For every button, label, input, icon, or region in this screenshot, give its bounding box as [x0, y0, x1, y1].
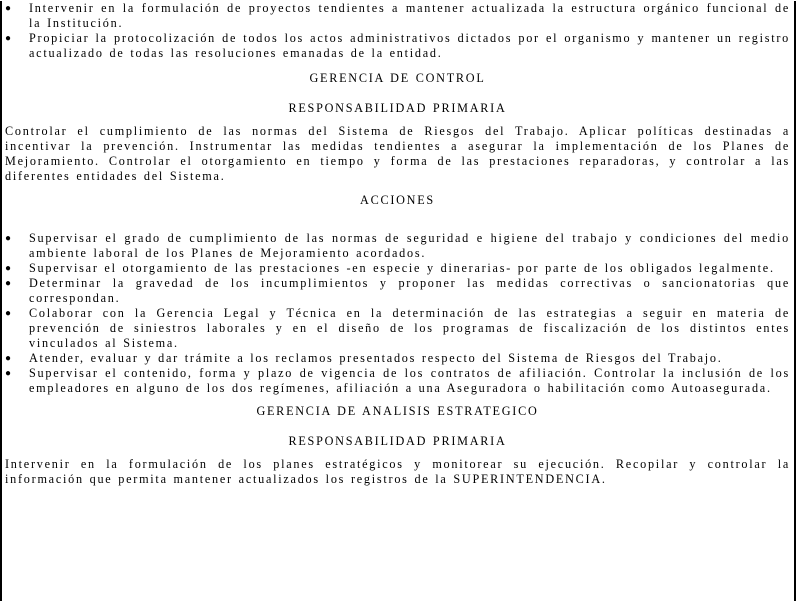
- list-item-text: Supervisar el grado de cumplimiento de las normas de seguridad e higiene del trabajo y condiciones del medio ambiente laboral de los Planes de Mejoramiento acordados.: [29, 231, 790, 260]
- responsabilidad-heading: RESPONSABILIDAD PRIMARIA: [288, 434, 507, 448]
- responsabilidad-text: Intervenir en la formulación de los planes estratégicos y monitorear su ejecución. Recopilar y controlar la información que permita mantener actualizados los registros de la SUPERINTENDENCIA.: [5, 457, 790, 486]
- bullet-icon: ●: [5, 278, 12, 289]
- list-item: [5, 366, 790, 396]
- list-item: [5, 1, 790, 31]
- list-item-text: Supervisar el otorgamiento de las prestaciones -en especie y dinerarias- por parte de los obligados legalmente.: [29, 261, 775, 275]
- bullet-icon: ●: [5, 308, 12, 319]
- section-heading-control: GERENCIA DE CONTROL: [309, 71, 486, 85]
- list-item: [5, 306, 790, 351]
- list-item: [5, 231, 790, 261]
- bullet-icon: ●: [5, 3, 12, 14]
- list-item-text: Intervenir en la formulación de proyectos tendientes a mantener actualizada la estructura orgánico funcional de la Institución.: [29, 1, 790, 30]
- top-bullet-list: [5, 1, 790, 61]
- responsabilidad-heading: RESPONSABILIDAD PRIMARIA: [288, 101, 507, 115]
- list-item-text: Supervisar el contenido, forma y plazo de vigencia de los contratos de afiliación. Controlar la inclusión de los empleadores en alguno de los dos regímenes, afiliación a una Aseguradora o habilitación como Autoasegurada.: [29, 366, 790, 395]
- bullet-icon: ●: [5, 368, 12, 379]
- acciones-list: [5, 231, 790, 396]
- list-item-text: Colaborar con la Gerencia Legal y Técnica en la determinación de las estrategias a seguir en materia de prevención de siniestros laborales y en el diseño de los programas de fiscalización de los distintos entes vinculados al Sistema.: [29, 306, 790, 350]
- document-page: [0, 1, 796, 601]
- acciones-heading: ACCIONES: [360, 193, 435, 207]
- list-item: [5, 351, 790, 366]
- section-heading-analisis: GERENCIA DE ANALISIS ESTRATEGICO: [256, 404, 539, 418]
- list-item: [5, 276, 790, 306]
- list-item-text: Atender, evaluar y dar trámite a los reclamos presentados respecto del Sistema de Riesgos del Trabajo.: [29, 351, 723, 365]
- bullet-icon: ●: [5, 233, 12, 244]
- bullet-icon: ●: [5, 33, 12, 44]
- responsabilidad-text: Controlar el cumplimiento de las normas del Sistema de Riesgos del Trabajo. Aplicar políticas destinadas a incentivar la prevención. Instrumentar las medidas tendientes a asegurar la implementación de los Planes de Mejoramiento. Controlar el otorgamiento en tiempo y forma de las prestaciones reparadoras, y controlar a las diferentes entidades del Sistema.: [5, 124, 790, 183]
- list-item-text: Propiciar la protocolización de todos los actos administrativos dictados por el organismo y mantener un registro actualizado de todas las resoluciones emanadas de la entidad.: [29, 31, 790, 60]
- list-item-text: Determinar la gravedad de los incumplimientos y proponer las medidas correctivas o sancionatorias que correspondan.: [29, 276, 790, 305]
- list-item: [5, 261, 790, 276]
- bullet-icon: ●: [5, 353, 12, 364]
- list-item: [5, 31, 790, 61]
- bullet-icon: ●: [5, 263, 12, 274]
